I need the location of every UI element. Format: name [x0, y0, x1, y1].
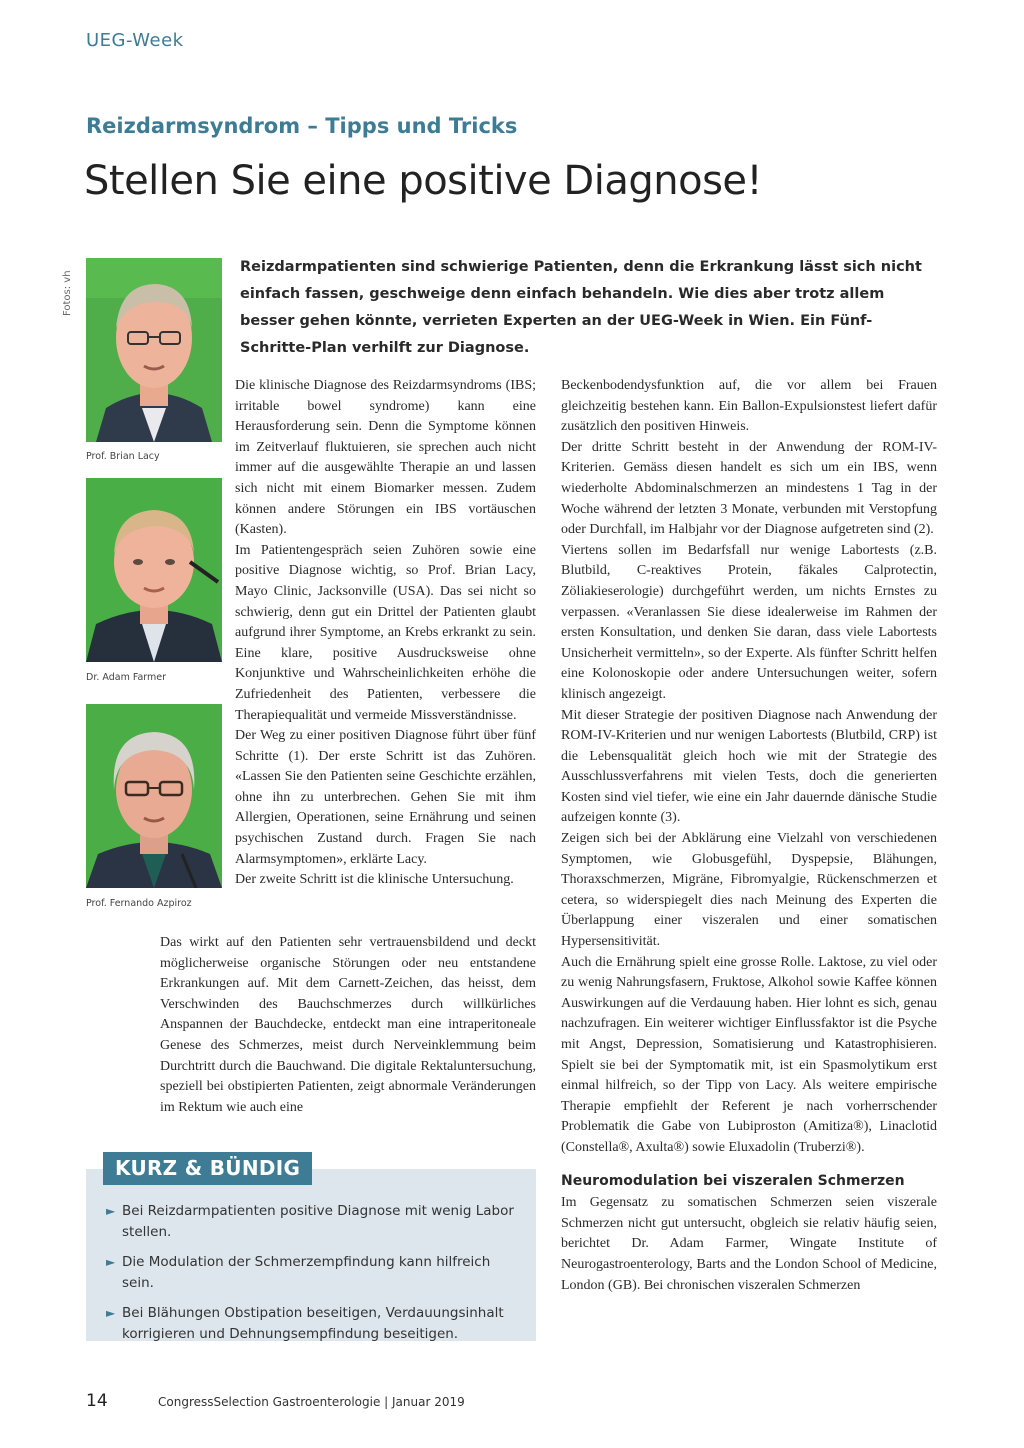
summary-list	[86, 1169, 536, 1345]
portrait-photo-lacy	[86, 258, 222, 442]
section-subheading: Neuromodulation bei viszeralen Schmerzen	[561, 1172, 905, 1189]
body-paragraph: Mit dieser Strategie der positiven Diagnose nach Anwendung der ROM-IV-Kriterien und nur wenigen Labortests (Blutbild, CRP) ist die Lebensqualität gleich hoch wie mit der Strategie des Ausschlussverfahrens mit vielen Tests, doch die generierten Kosten sind viel tiefer, wie eine ein Jahr dauernde dänische Studie aufzeigen konnte (3).	[561, 707, 937, 826]
publication-footer: CongressSelection Gastroenterologie | Januar 2019	[158, 1395, 465, 1409]
summary-item: ► Die Modulation der Schmerzempfindung kann hilfreich sein.	[106, 1254, 491, 1291]
triangle-right-icon: ►	[106, 1255, 116, 1269]
portrait-photo-azpiroz	[86, 704, 222, 888]
summary-item: ► Bei Blähungen Obstipation beseitigen, Verdauungsinhalt korrigieren und Dehnungsempfindung beseitigen.	[106, 1305, 504, 1342]
triangle-right-icon: ►	[106, 1204, 116, 1218]
article-column-1	[235, 376, 536, 891]
portrait-photo-farmer	[86, 478, 222, 662]
summary-box	[86, 1169, 536, 1341]
body-paragraph: Der dritte Schritt besteht in der Anwendung der ROM-IV-Kriterien. Gemäss diesen handelt es sich um ein IBS, wenn wiederholte Abdominalschmerzen an mindestens 1 Tag in der Woche während der letzten 3 Monate, verbunden mit Verstopfung oder Durchfall, im Halbjahr vor der Diagnose aufgetreten sind (2).	[561, 439, 937, 538]
summary-item: ► Bei Reizdarmpatienten positive Diagnose mit wenig Labor stellen.	[106, 1203, 514, 1240]
article-column-2	[561, 376, 937, 1296]
page-number: 14	[86, 1391, 108, 1411]
triangle-right-icon: ►	[106, 1306, 116, 1320]
section-tag: UEG-Week	[86, 30, 184, 51]
body-paragraph: Im Gegensatz zu somatischen Schmerzen seien viszerale Schmerzen nicht gut untersucht, obgleich sie relativ häufig seien, berichtet Dr. Adam Farmer, Wingate Institute of Neurogastroenterology, Barts and the London School of Medicine, London (GB). Bei chronischen viszeralen Schmerzen	[561, 1195, 937, 1293]
photo-caption: Prof. Brian Lacy	[86, 451, 160, 462]
body-paragraph: Zeigen sich bei der Abklärung eine Vielzahl von verschiedenen Symptomen, wie Globusgefühl, Dyspepsie, Blähungen, Thoraxschmerzen, Migräne, Fibromyalgie, Rückenschmerzen et cetera, so widerspiegelt dies nach Meinung des Experten die Überlappung einer viszeralen und einer somatischen Hypersensitivität.	[561, 831, 937, 950]
body-paragraph: Die klinische Diagnose des Reizdarmsyndroms (IBS; irritable bowel syndrome) kann eine Herausforderung sein. Denn die Symptome können im Zeitverlauf fluktuieren, sie sprechen auch nicht immer auf die ausgewählte Therapie an und lassen sich nicht mit einem Biomarker messen. Zudem können andere Störungen ein IBS vortäuschen (Kasten).	[235, 378, 536, 538]
body-paragraph: Beckenbodendysfunktion auf, die vor allem bei Frauen gleichzeitig bestehen kann. Ein Ballon-Expulsionstest liefert dafür zusätzlich den positiven Hinweis.	[561, 378, 937, 435]
body-paragraph: Das wirkt auf den Patienten sehr vertrauensbildend und deckt möglicherweise organische Störungen oder neu entstandene Erkrankungen auf. Mit dem Carnett-Zeichen, das heisst, dem Verschwinden des Bauchschmerzes durch willkürliches Anspannen der Bauchdecke, entdeckt man eine intraperitoneale Genese des Schmerzes, meist durch Nerveinklemmung beim Durchtritt durch die Bauchwand. Die digitale Rektaluntersuchung, speziell bei obstipierten Patienten, zeigt abnormale Veränderungen im Rektum wie auch eine	[160, 935, 536, 1115]
article-kicker: Reizdarmsyndrom – Tipps und Tricks	[86, 114, 518, 138]
photo-credit: Fotos: vh	[62, 270, 73, 316]
article-headline: Stellen Sie eine positive Diagnose!	[84, 158, 763, 204]
body-paragraph: Viertens sollen im Bedarfsfall nur wenige Labortests (z.B. Blutbild, C-reaktives Protein, fäkales Calprotectin, Zöliakieserologie) durchgeführt werden, um nichts Ernstes zu verpassen. «Veranlassen Sie diese idealerweise im Rahmen der ersten Konsultation, und denken Sie daran, dass viele Labortests Unsicherheit vermitteln», so der Experte. Als fünfter Schritt helfen eine Kolonoskopie oder andere Untersuchungen weiter, sofern klinisch angezeigt.	[561, 542, 937, 702]
body-paragraph: Auch die Ernährung spielt eine grosse Rolle. Laktose, zu viel oder zu wenig Nahrungsfasern, Fruktose, Alkohol sowie Kaffee können Auswirkungen auf die Verdauung haben. Hier lohnt es sich, genau nachzufragen. Ein weiterer wichtiger Einflussfaktor ist die Psyche mit Angst, Depression, Somatisierung und Katastrophisieren. Spielt sie bei der Symptomatik mit, ist ein Spasmolytikum erst einmal hilfreich, so der Tipp von Lacy. Als weitere empirische Therapie empfiehlt der Referent je nach vorherrschender Problematik die Gabe von Lubiproston (Amitiza®), Linaclotid (Constella®, Axulta®) sowie Eluxadolin (Truberzi®).	[561, 954, 937, 1155]
body-paragraph: Der zweite Schritt ist die klinische Untersuchung.	[235, 872, 514, 888]
article-lead: Reizdarmpatienten sind schwierige Patienten, denn die Erkrankung lässt sich nicht einfach fassen, geschweige denn einfach behandeln. Wie dies aber trotz allem besser gehen könnte, verrieten Experten an der UEG-Week in Wien. Ein Fünf-Schritte-Plan verhilft zur Diagnose.	[240, 259, 922, 356]
photo-caption: Prof. Fernando Azpiroz	[86, 898, 192, 909]
summary-box-title: KURZ & BÜNDIG	[103, 1152, 312, 1185]
body-paragraph: Der Weg zu einer positiven Diagnose führt über fünf Schritte (1). Der erste Schritt ist das Zuhören. «Lassen Sie den Patienten seine Geschichte erzählen, ohne ihn zu unterbrechen. Gehen Sie mit ihm Allergien, Operationen, seine Ernährung und seinen psychischen Zustand durch. Fragen Sie nach Alarmsymptomen», erklärte Lacy.	[235, 728, 536, 867]
photo-caption: Dr. Adam Farmer	[86, 672, 167, 683]
body-paragraph: Im Patientengespräch seien Zuhören sowie eine positive Diagnose wichtig, so Prof. Brian Lacy, Mayo Clinic, Jacksonville (USA). Das sei nicht so schwierig, denn gut ein Drittel der Patienten glaubt aufgrund ihrer Symptome, an Krebs erkrankt zu sein. Eine klare, positive Ausdrucksweise ohne Konjunktive und Wahrscheinlichkeiten erhöhe die Zufriedenheit des Patienten, verbessere die Therapiequalität und vermeide Missverständnisse.	[235, 542, 536, 723]
article-column-1-continued	[160, 933, 536, 1118]
